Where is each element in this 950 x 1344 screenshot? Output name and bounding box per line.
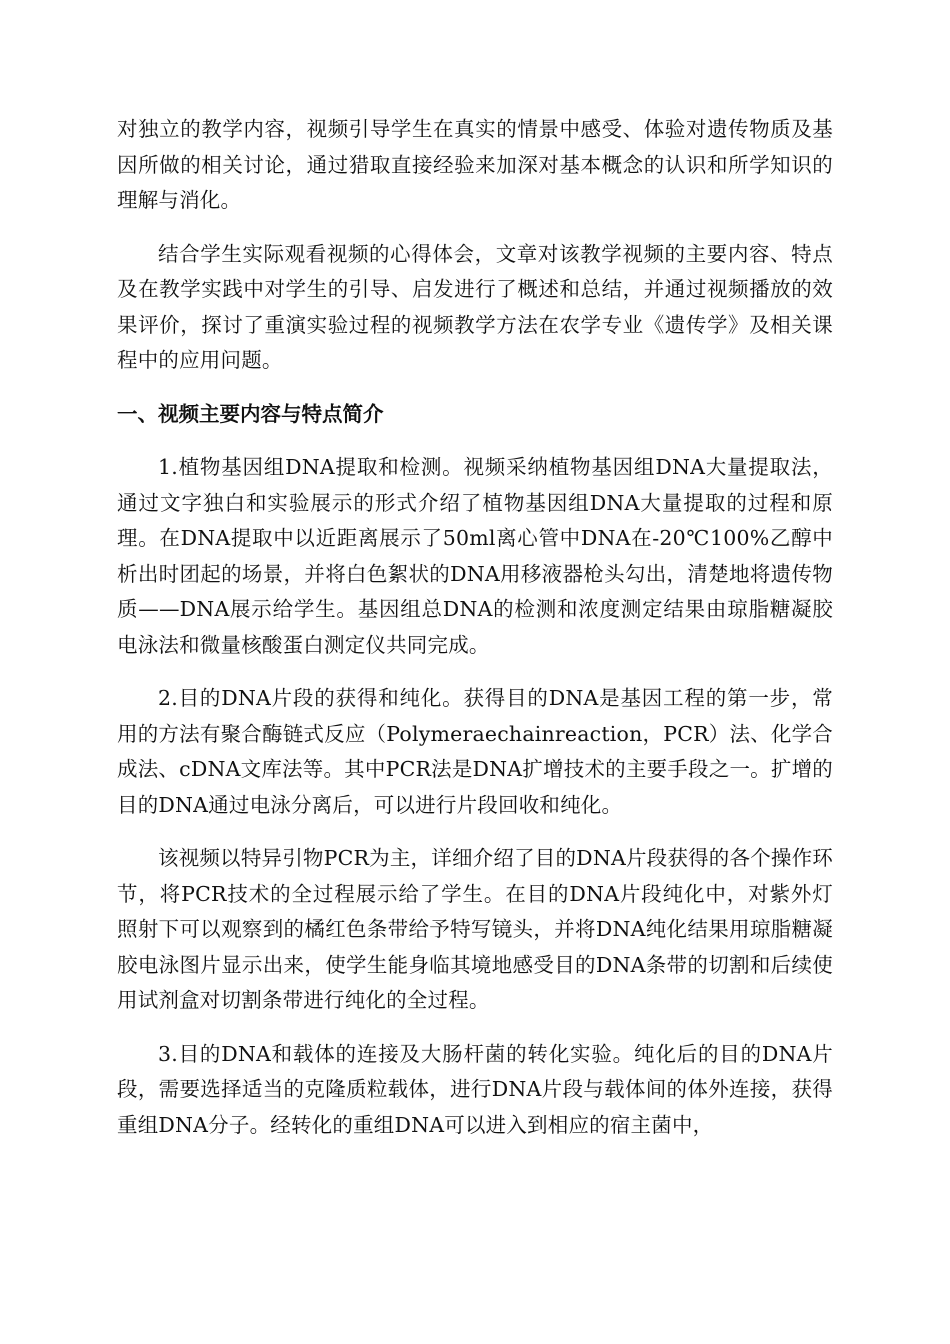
paragraph-pcr-video: 该视频以特异引物PCR为主，详细介绍了目的DNA片段获得的各个操作环节，将PCR技术的全过程展示给了学生。在目的DNA片段纯化中，对紫外灯照射下可以观察到的橘红色条带给予特写镜头，并将DNA纯化结果用琼脂糖凝胶电泳图片显示出来，使学生能身临其境地感受目的DNA条带的切割和后续使用试剂盒对切割条带进行纯化的全过程。: [117, 846, 833, 1012]
section-heading: 一、视频主要内容与特点简介: [117, 401, 384, 426]
document-page: [117, 112, 833, 1143]
paragraph-continuation: 对独立的教学内容，视频引导学生在真实的情景中感受、体验对遗传物质及基因所做的相关讨论，通过猎取直接经验来加深对基本概念的认识和所学知识的理解与消化。: [117, 117, 833, 212]
paragraph-ligation-transformation: 3.目的DNA和载体的连接及大肠杆菌的转化实验。纯化后的目的DNA片段，需要选择适当的克隆质粒载体，进行DNA片段与载体间的体外连接，获得重组DNA分子。经转化的重组DNA可以进入到相应的宿主菌中，: [117, 1041, 833, 1137]
paragraph-summary: 结合学生实际观看视频的心得体会，文章对该教学视频的主要内容、特点及在教学实践中对学生的引导、启发进行了概述和总结，并通过视频播放的效果评价，探讨了重演实验过程的视频教学方法在农学专业《遗传学》及相关课程中的应用问题。: [117, 241, 833, 372]
paragraph-dna-extraction: 1.植物基因组DNA提取和检测。视频采纳植物基因组DNA大量提取法，通过文字独白和实验展示的形式介绍了植物基因组DNA大量提取的过程和原理。在DNA提取中以近距离展示了50ml离心管中DNA在-20℃100%乙醇中析出时团起的场景，并将白色絮状的DNA用移液器枪头勾出，清楚地将遗传物质——DNA展示给学生。基因组总DNA的检测和浓度测定结果由琼脂糖凝胶电泳法和微量核酸蛋白测定仪共同完成。: [117, 455, 833, 657]
paragraph-target-dna: 2.目的DNA片段的获得和纯化。获得目的DNA是基因工程的第一步，常用的方法有聚合酶链式反应（Polymeraechainreaction，PCR）法、化学合成法、cDNA文库法等。其中PCR法是DNA扩增技术的主要手段之一。扩增的目的DNA通过电泳分离后，可以进行片段回收和纯化。: [117, 686, 833, 817]
